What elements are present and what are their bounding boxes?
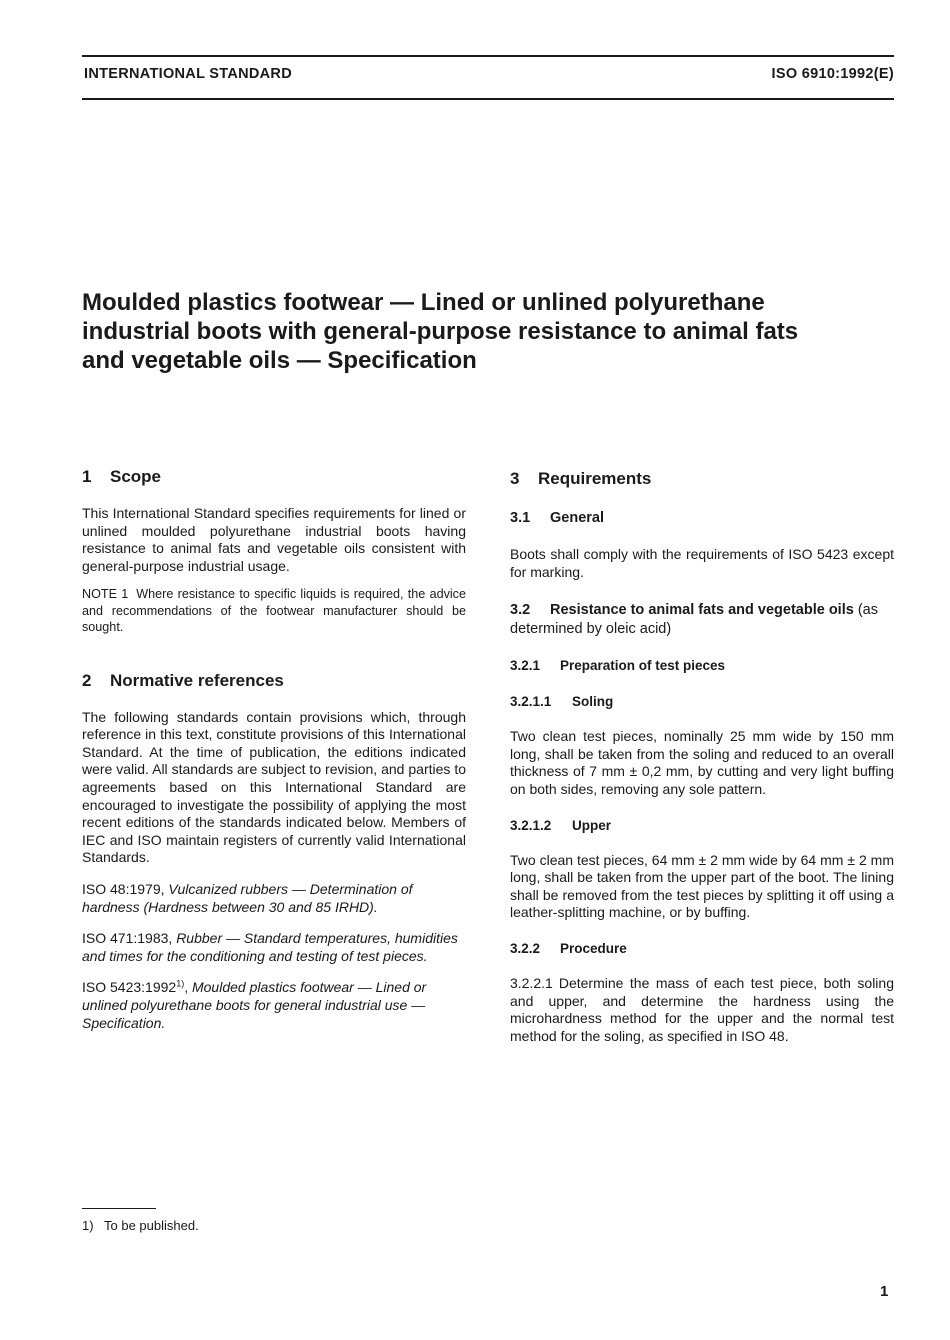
- subsection-number: 3.2.2: [510, 940, 541, 956]
- reference-iso-5423: ISO 5423:1992$^{1)}$, Moulded plastics footwear — Lined or unlined polyurethane boots for general industrial use — Specification.: [82, 978, 427, 1031]
- section-number: 2: [82, 670, 92, 690]
- reference-title: Moulded plastics footwear — Lined or unlined polyurethane boots for general industrial use — Specification.: [82, 979, 427, 1031]
- subsection-number: 3.2: [510, 602, 531, 619]
- header-left-label: INTERNATIONAL STANDARD: [84, 66, 292, 82]
- subsection-number: 3.2.1.1: [510, 694, 552, 710]
- title-line: Moulded plastics footwear — Lined or unlined polyurethane: [82, 289, 765, 316]
- section-heading-scope: [82, 466, 466, 488]
- scope-paragraph: This International Standard specifies requirements for lined or unlined moulded polyurethane industrial boots having resistance to animal fats and vegetable oils consistent with general-purpose industrial usage.: [82, 505, 466, 574]
- section-heading-requirements: [510, 468, 894, 490]
- subsection-title: Procedure: [560, 940, 627, 956]
- general-paragraph: Boots shall comply with the requirements of ISO 5423 except for marking.: [510, 546, 894, 580]
- header-bottom-rule: [82, 98, 894, 100]
- subsection-heading-upper: [510, 817, 894, 835]
- reference-iso-471: [82, 930, 466, 965]
- note-text: Where resistance to specific liquids is required, the advice and recommendations of the footwear manufacturer should be sought.: [82, 587, 466, 635]
- footnote-number: 1): [82, 1218, 94, 1233]
- section-number: 1: [82, 467, 92, 486]
- subsection-title: Upper: [572, 817, 612, 833]
- note-label: NOTE 1: [82, 587, 129, 602]
- reference-iso-48: [82, 881, 466, 916]
- upper-paragraph: Two clean test pieces, 64 mm ± 2 mm wide by 64 mm ± 2 mm long, shall be taken from the upper part of the boot. The lining shall be removed from the test pieces by splitting it off using a leather-splitting machine, or by buffing.: [510, 851, 894, 921]
- subsection-heading-procedure: [510, 940, 894, 958]
- soling-paragraph: Two clean test pieces, nominally 25 mm wide by 150 mm long, shall be taken from the soling and reduced to an overall thickness of 7 mm ± 0,2 mm, by cutting and very light buffing on both sides, removing any sole pattern.: [510, 728, 894, 797]
- footnote: [82, 1218, 199, 1233]
- reference-title: Vulcanized rubbers — Determination of hardness (Hardness between 30 and 85 IRHD).: [82, 880, 413, 915]
- subsection-heading-general: [510, 509, 894, 528]
- clause-text: Determine the mass of each test piece, both soling and upper, and determine the hardness using the microhardness method for the upper and the normal test method for the soling, as specified in ISO 48.: [510, 974, 894, 1044]
- section-title: Normative references: [110, 670, 284, 690]
- clause-number: 3.2.2.1: [510, 974, 553, 991]
- reference-code: ISO 471:1983,: [82, 930, 173, 947]
- title-line: industrial boots with general-purpose resistance to animal fats: [82, 318, 799, 345]
- footnote-marker: 1): [176, 978, 185, 989]
- subsection-number: 3.2.1: [510, 658, 541, 674]
- subsection-heading-preparation: [510, 657, 894, 675]
- subsection-number: 3.2.1.2: [510, 817, 552, 833]
- section-title: Requirements: [538, 469, 652, 488]
- section-heading-normative-references: [82, 670, 466, 692]
- subsection-title: Preparation of test pieces: [560, 658, 726, 674]
- reference-code: ISO 5423:1992: [82, 979, 177, 996]
- subsection-title: General: [550, 510, 604, 526]
- subsection-title: Resistance to animal fats and vegetable oils: [550, 602, 854, 619]
- subsection-heading-soling: [510, 693, 894, 711]
- procedure-paragraph: [510, 975, 894, 1045]
- section-title: Scope: [110, 467, 162, 486]
- header-top-rule: [82, 55, 894, 57]
- normative-references-paragraph: The following standards contain provisions which, through reference in this text, constitute provisions of this International Standard. At the time of publication, the editions indicated were valid. All standards are subject to revision, and parties to agreements based on this International Standard are encouraged to investigate the possibility of applying the most recent editions of the standards indicated below. Members of IEC and ISO maintain registers of currently valid International Standards.: [82, 708, 466, 866]
- page-number: 1: [880, 1283, 889, 1300]
- section-number: 3: [510, 469, 520, 488]
- title-line: and vegetable oils — Specification: [82, 347, 477, 374]
- subsection-title-suffix: (as determined by oleic acid): [510, 602, 878, 638]
- page-header: [84, 66, 894, 86]
- left-column: [82, 466, 466, 1032]
- footnote-rule: [82, 1208, 156, 1209]
- subsection-heading-resistance: [510, 601, 894, 639]
- right-column: [510, 468, 894, 1045]
- document-title: [82, 288, 882, 375]
- note-1: [82, 586, 466, 635]
- footnote-text: To be published.: [104, 1218, 199, 1233]
- reference-title: Rubber — Standard temperatures, humidities and times for the conditioning and testing of test pieces.: [82, 930, 458, 964]
- header-document-number: ISO 6910:1992(E): [771, 66, 894, 82]
- subsection-number: 3.1: [510, 510, 531, 526]
- subsection-title: Soling: [572, 694, 614, 710]
- reference-code: ISO 48:1979,: [82, 880, 165, 897]
